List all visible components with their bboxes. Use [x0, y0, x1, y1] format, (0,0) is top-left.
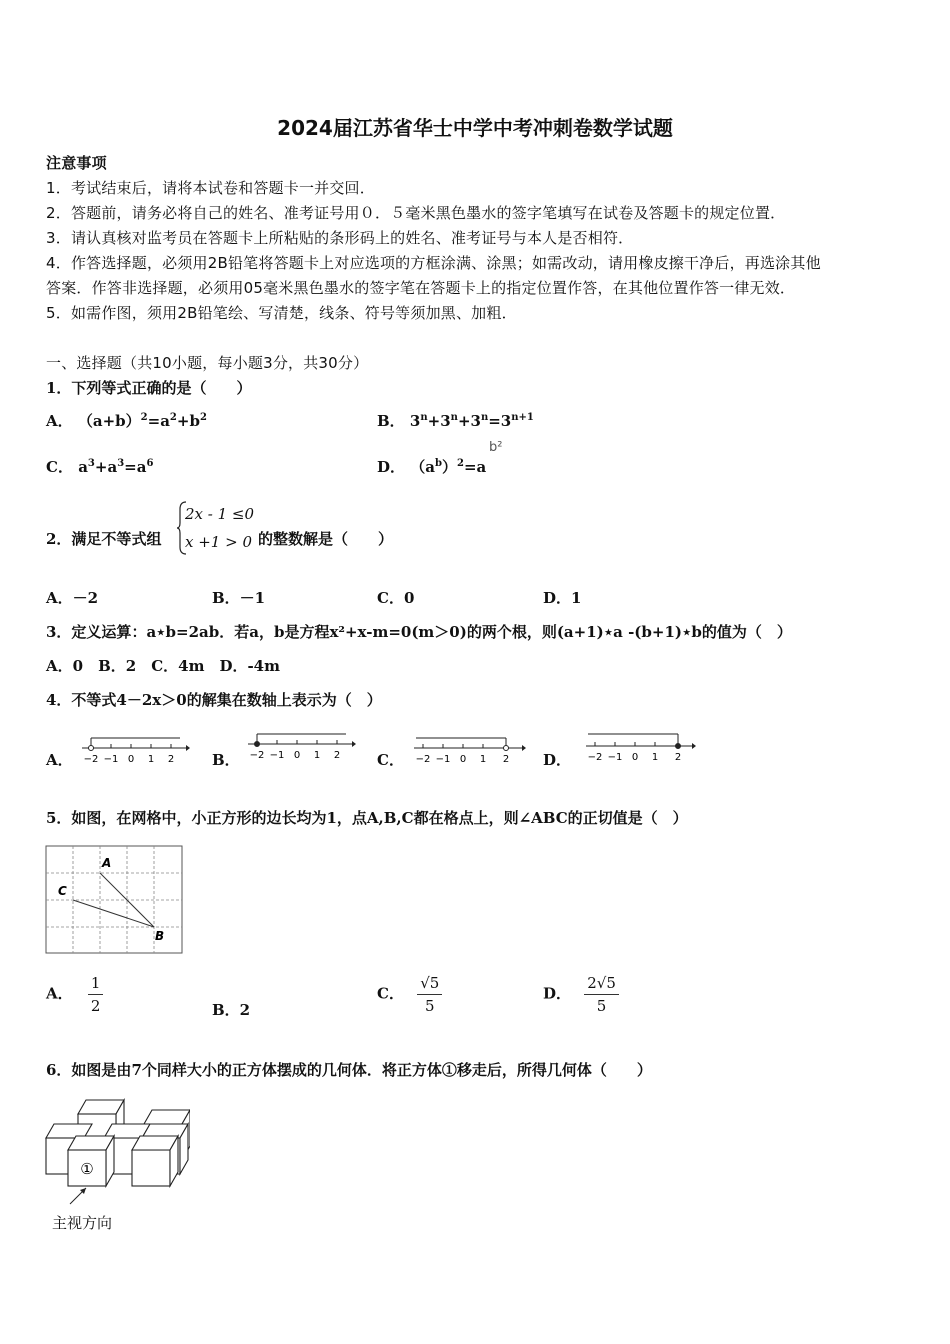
question-6-stem: 6．如图是由7个同样大小的正方体摆成的几何体．将正方体①移走后，所得几何体（ ） — [46, 1061, 652, 1079]
question-1-stem: 1．下列等式正确的是（ ） — [46, 379, 252, 397]
q1-d-exponent-image: b² — [489, 440, 503, 455]
notice-heading: 注意事项 — [46, 154, 107, 172]
q1-option-d: D． $(a^b)^2=a$ — [377, 458, 487, 476]
question-2-prefix: 2．满足不等式组 — [46, 530, 162, 548]
tick-label: 1 — [313, 750, 321, 761]
q4-option-c-label: C． — [377, 751, 404, 769]
tick-label: −2 — [249, 750, 265, 761]
option-label: A． — [46, 984, 73, 1003]
tick-label: 2 — [167, 754, 175, 765]
notice-item: 4．作答选择题，必须用2B铅笔将答题卡上对应选项的方框涂满、涂黑；如需改动，请用橡皮擦干净后，再选涂其他 — [46, 254, 821, 272]
tick-label: 1 — [479, 754, 487, 765]
q2-option-b: B．－1 — [212, 589, 266, 607]
tick-label: 0 — [293, 750, 301, 761]
q4-option-a-label: A． — [46, 751, 73, 769]
tick-label: −1 — [607, 752, 623, 763]
q5-option-d: D． $\frac{2√5}{5}$ — [543, 974, 619, 1015]
q2-inequality-1: 2x - 1 ≤0 — [185, 505, 255, 523]
point-label: A — [102, 856, 112, 870]
notice-item: 2．答题前，请务必将自己的姓名、准考证号用０．５毫米黑色墨水的签字笔填写在试卷及答题卡的规定位置． — [46, 204, 786, 222]
q2-option-d: D．1 — [543, 589, 582, 607]
q4-option-d-label: D． — [543, 751, 572, 769]
option-label: D． — [543, 984, 572, 1003]
question-2-suffix: 的整数解是（ ） — [258, 530, 394, 548]
tick-label: 2 — [333, 750, 341, 761]
q4-number-line-b — [246, 726, 358, 762]
q4-number-line-a — [80, 730, 190, 766]
tick-label: −2 — [83, 754, 99, 765]
notice-item: 答案．作答非选择题，必须用05毫米黑色墨水的签字笔在答题卡上的指定位置作答，在其他位置作答一律无效． — [46, 279, 796, 297]
q1-option-c: C． $a^3+a^3=a^6$ — [46, 458, 154, 476]
option-label: C． — [377, 984, 404, 1003]
option-label: C． — [46, 458, 73, 476]
tick-label: −2 — [415, 754, 431, 765]
q4-number-line-d — [584, 726, 698, 764]
q1-option-b: B． $3^n+3^n+3^n=3^{n+1}$ — [377, 412, 534, 430]
option-label: A． — [46, 412, 73, 430]
q1-option-a: A． $(a+b)^2=a^2+b^2$ — [46, 412, 207, 430]
option-label: D． — [377, 458, 406, 476]
cube-marker: ① — [80, 1160, 94, 1178]
q4-number-line-c — [412, 730, 528, 766]
q5-option-c: C． $\frac{√5}{5}$ — [377, 974, 442, 1015]
tick-label: −1 — [435, 754, 451, 765]
point-label: C — [58, 884, 67, 898]
tick-label: −1 — [103, 754, 119, 765]
tick-label: 0 — [459, 754, 467, 765]
tick-label: −1 — [269, 750, 285, 761]
tick-label: 0 — [127, 754, 135, 765]
q2-option-c: C．0 — [377, 589, 415, 607]
notice-item: 5．如需作图，须用2B铅笔绘、写清楚，线条、符号等须加黑、加粗． — [46, 304, 517, 322]
notice-item: 3．请认真核对监考员在答题卡上所粘贴的条形码上的姓名、准考证号与本人是否相符． — [46, 229, 634, 247]
question-4-stem: 4．不等式4－2x＞0的解集在数轴上表示为（ ） — [46, 691, 382, 709]
question-5-stem: 5．如图，在网格中，小正方形的边长均为1，点A,B,C都在格点上，则∠ABC的正切值是（ ） — [46, 809, 688, 827]
question-3-stem: 3．定义运算：a⋆b=2ab．若a，b是方程x²+x-m=0(m＞0)的两个根，则(a+1)⋆a -(b+1)⋆b的值为（ ） — [46, 623, 792, 641]
q5-option-a: A． $\frac{1}{2}$ — [46, 974, 103, 1015]
tick-label: 2 — [674, 752, 682, 763]
notice-item: 1．考试结束后，请将本试卷和答题卡一并交回． — [46, 179, 375, 197]
view-direction-caption: 主视方向 — [52, 1214, 113, 1232]
tick-label: 0 — [631, 752, 639, 763]
page-title: 2024届江苏省华士中学中考冲刺卷数学试题 — [277, 116, 673, 140]
q5-grid-figure — [45, 845, 185, 955]
q2-inequality-2: x +1 > 0 — [185, 533, 252, 551]
option-label: B． — [377, 412, 405, 430]
q5-option-b: B．2 — [212, 1001, 251, 1019]
q4-option-b-label: B． — [212, 751, 240, 769]
section-heading: 一、选择题（共10小题，每小题3分，共30分） — [46, 354, 369, 372]
tick-label: 2 — [502, 754, 510, 765]
point-label: B — [155, 929, 165, 943]
tick-label: 1 — [147, 754, 155, 765]
q3-options: A．0 B．2 C．4m D．-4m — [46, 657, 280, 675]
q2-option-a: A．－2 — [46, 589, 99, 607]
tick-label: 1 — [651, 752, 659, 763]
tick-label: −2 — [587, 752, 603, 763]
